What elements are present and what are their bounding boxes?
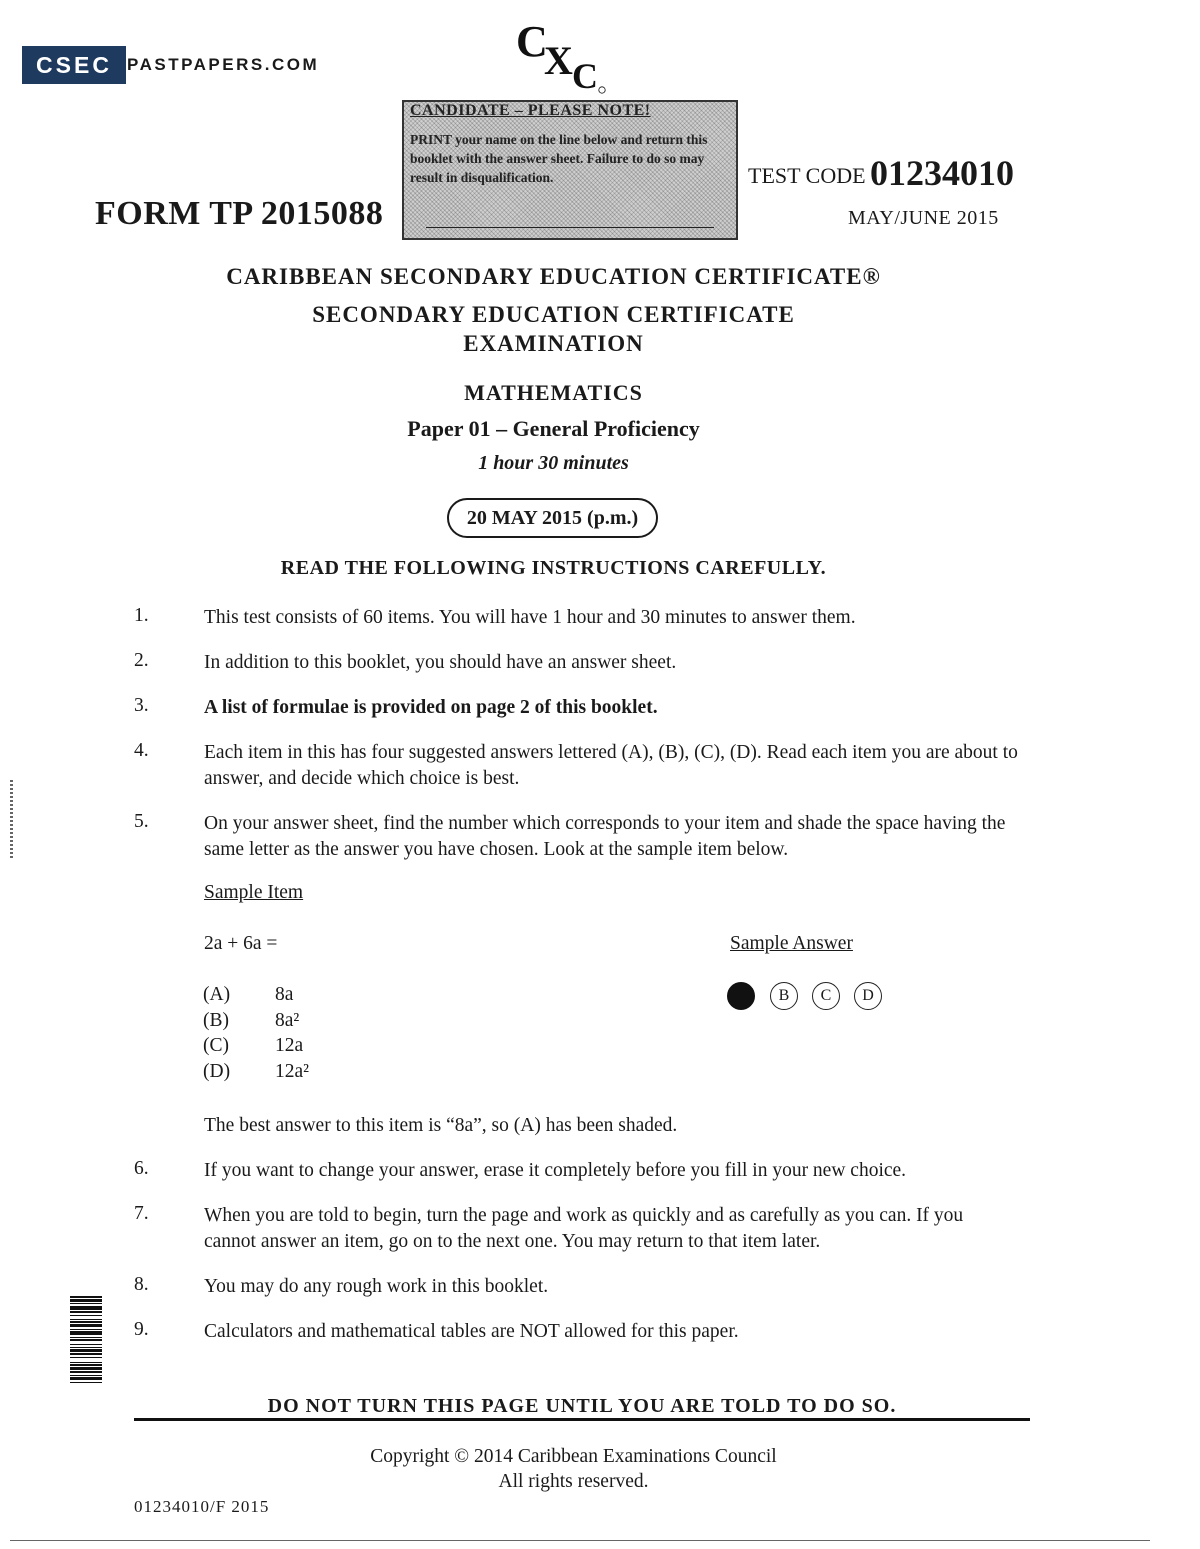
barcode-bar xyxy=(70,1364,102,1366)
barcode-bar xyxy=(70,1349,102,1352)
barcode-bar xyxy=(70,1357,102,1358)
instructions-heading: READ THE FOLLOWING INSTRUCTIONS CAREFULLY. xyxy=(280,557,827,579)
option-value: 8a² xyxy=(275,1010,300,1031)
instruction-text: In addition to this booklet, you should have an answer sheet. xyxy=(204,652,677,673)
instruction-number: 3. xyxy=(134,695,149,716)
barcode-bar xyxy=(70,1296,102,1298)
instruction-text: Each item in this has four suggested answers lettered (A), (B), (C), (D). Read each item you are about to answer, and decide which choice is best. xyxy=(204,742,1018,789)
barcode-bar xyxy=(70,1324,102,1327)
candidate-note-box xyxy=(402,100,738,240)
barcode-bar xyxy=(70,1375,102,1376)
copyright-line: Copyright © 2014 Caribbean Examinations Council xyxy=(370,1446,777,1467)
barcode-bar xyxy=(70,1311,102,1313)
barcode-bar xyxy=(70,1371,102,1373)
instruction-text: You may do any rough work in this booklet. xyxy=(204,1276,549,1297)
instruction-number: 9. xyxy=(134,1319,149,1340)
instruction-number: 6. xyxy=(134,1158,149,1179)
certificate-title: CARIBBEAN SECONDARY EDUCATION CERTIFICATE® xyxy=(226,264,881,289)
instruction-text: On your answer sheet, find the number which corresponds to your item and shade the space having the same letter as the answer you have chosen. Look at the sample item below. xyxy=(204,813,1006,860)
test-code-value: 01234010 xyxy=(870,153,1014,193)
note-title: CANDIDATE – PLEASE NOTE! xyxy=(410,102,651,119)
barcode-bar xyxy=(70,1315,102,1316)
barcode-icon xyxy=(70,1296,102,1492)
subtitle-line-2: EXAMINATION xyxy=(463,331,644,356)
page-edge-line xyxy=(10,1540,1150,1541)
barcode-bar xyxy=(70,1377,102,1380)
instruction-number: 5. xyxy=(134,811,149,832)
scan-mark xyxy=(10,780,13,858)
instruction-text: This test consists of 60 items. You will have 1 hour and 30 minutes to answer them. xyxy=(204,607,856,628)
exam-session: MAY/JUNE 2015 xyxy=(848,207,999,229)
instruction-number: 2. xyxy=(134,650,149,671)
option-letter: (A) xyxy=(203,984,231,1005)
csec-logo-badge: CSEC xyxy=(22,46,126,84)
logo-site-name: PASTPAPERS.COM xyxy=(127,55,320,74)
option-value: 12a² xyxy=(275,1061,310,1082)
note-body: PRINT your name on the line below and return this booklet with the answer sheet. Failure to do so may result in disqualification. xyxy=(410,132,708,185)
subject-title: MATHEMATICS xyxy=(464,380,643,405)
svg-text:X: X xyxy=(544,38,573,83)
instruction-number: 4. xyxy=(134,740,149,761)
barcode-bar xyxy=(70,1362,102,1363)
instruction-number: 8. xyxy=(134,1274,149,1295)
rights-line: All rights reserved. xyxy=(498,1471,649,1492)
answer-bubble: C xyxy=(812,982,840,1010)
barcode-bar xyxy=(70,1347,102,1348)
option-letter: (D) xyxy=(203,1061,231,1082)
sample-item-label: Sample Item xyxy=(204,882,304,903)
barcode-bar xyxy=(70,1329,102,1330)
subtitle-line-1: SECONDARY EDUCATION CERTIFICATE xyxy=(312,302,795,327)
instruction-text: Calculators and mathematical tables are NOT allowed for this paper. xyxy=(204,1321,739,1342)
do-not-turn-warning: DO NOT TURN THIS PAGE UNTIL YOU ARE TOLD TO DO SO. xyxy=(267,1395,897,1417)
instruction-text: If you want to change your answer, erase it completely before you fill in your new choice. xyxy=(204,1160,907,1181)
sample-question: 2a + 6a = xyxy=(204,933,278,954)
form-code: FORM TP 2015088 xyxy=(95,195,384,232)
barcode-bar xyxy=(70,1321,102,1323)
barcode-bar xyxy=(70,1331,102,1335)
barcode-bar xyxy=(70,1382,102,1383)
svg-text:C: C xyxy=(572,56,598,94)
barcode-bar xyxy=(70,1337,102,1338)
name-line xyxy=(426,227,714,228)
answer-bubble: B xyxy=(770,982,798,1010)
instruction-text: When you are told to begin, turn the page and work as quickly and as carefully as you can. If you cannot answer an item, go on to the next one. You may return to that item later. xyxy=(204,1205,964,1252)
answer-bubble: D xyxy=(854,982,882,1010)
footer-code: 01234010/F 2015 xyxy=(134,1497,270,1516)
barcode-bar xyxy=(70,1306,102,1310)
answer-bubble-filled xyxy=(727,982,755,1010)
option-letter: (C) xyxy=(203,1035,229,1056)
instruction-number: 1. xyxy=(134,605,149,626)
barcode-bar xyxy=(70,1303,102,1304)
option-letter: (B) xyxy=(203,1010,229,1031)
barcode-bar xyxy=(70,1367,102,1370)
option-value: 8a xyxy=(275,984,294,1005)
barcode-bar xyxy=(70,1299,102,1302)
svg-text:C: C xyxy=(516,17,548,66)
cxc-emblem-icon xyxy=(510,14,610,94)
duration: 1 hour 30 minutes xyxy=(478,452,629,474)
instruction-text: A list of formulae is provided on page 2 of this booklet. xyxy=(204,697,658,718)
divider xyxy=(134,1418,1030,1421)
exam-date-badge: 20 MAY 2015 (p.m.) xyxy=(447,498,658,538)
sample-explanation: The best answer to this item is “8a”, so (A) has been shaded. xyxy=(204,1115,678,1136)
barcode-bar xyxy=(70,1353,102,1355)
instruction-number: 7. xyxy=(134,1203,149,1224)
test-code-label: TEST CODE xyxy=(748,163,866,188)
paper-title: Paper 01 – General Proficiency xyxy=(407,416,700,441)
barcode-bar xyxy=(70,1339,102,1341)
barcode-bar xyxy=(70,1344,102,1345)
option-value: 12a xyxy=(275,1035,304,1056)
sample-answer-label: Sample Answer xyxy=(730,933,853,954)
barcode-bar xyxy=(70,1319,102,1320)
